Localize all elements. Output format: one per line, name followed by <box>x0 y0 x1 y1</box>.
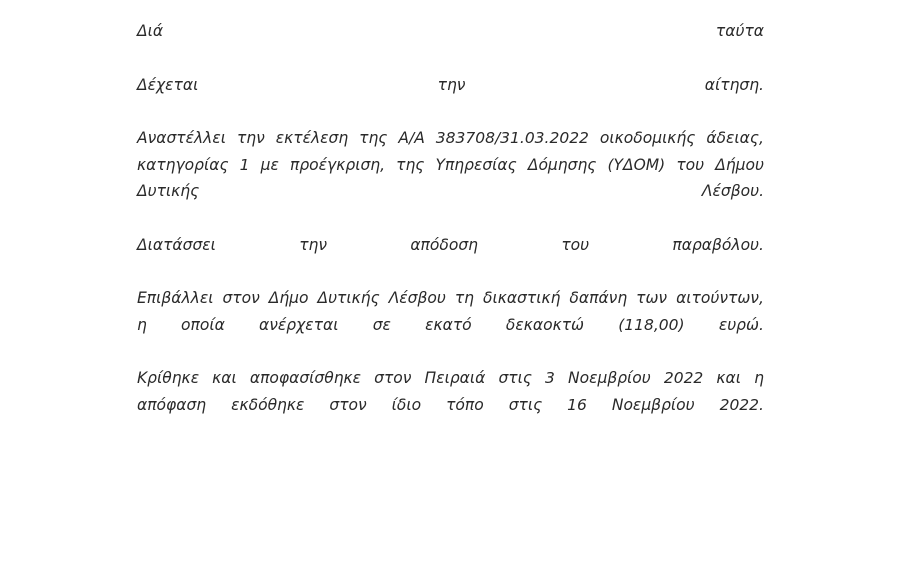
word: τόπο <box>446 395 484 414</box>
word: με <box>260 155 279 174</box>
word: ευρώ. <box>718 315 764 334</box>
word: κατηγορίας <box>137 155 229 174</box>
text-line <box>137 178 764 205</box>
word: Νοεμβρίου <box>611 395 695 414</box>
word: Λέσβου. <box>701 182 764 200</box>
word: του <box>676 155 705 174</box>
word: Αναστέλλει <box>137 129 226 147</box>
word: Διά <box>137 22 164 40</box>
word: δεκαοκτώ <box>505 315 585 334</box>
word: απόδοση <box>410 235 478 254</box>
word: ίδιο <box>391 395 422 414</box>
word: 2022. <box>719 395 764 414</box>
text-line <box>137 72 764 99</box>
word: εκατό <box>425 315 472 334</box>
word: την <box>437 75 466 94</box>
text-line <box>137 285 764 312</box>
word: Δέχεται <box>137 75 199 94</box>
word: της <box>396 155 425 174</box>
word: Α/Α <box>398 129 425 147</box>
paragraph-suspension <box>137 125 764 205</box>
word: δαπάνη <box>569 289 628 307</box>
text-line <box>137 18 764 45</box>
text-line <box>137 232 764 259</box>
word: στον <box>374 369 412 387</box>
paragraph-decision-date <box>137 365 764 418</box>
word: 1 <box>239 155 250 174</box>
word: στις <box>498 369 532 387</box>
word: Δόμησης <box>527 155 597 174</box>
text-line <box>137 365 764 392</box>
word: οικοδομικής <box>599 129 696 147</box>
word: στον <box>329 395 367 414</box>
word: και <box>212 369 237 387</box>
word: 383708/31.03.2022 <box>435 129 589 147</box>
word: Δήμου <box>715 155 764 174</box>
word: την <box>299 235 328 254</box>
word: αποφασίσθηκε <box>249 369 362 387</box>
document-body <box>137 18 764 445</box>
word: ανέρχεται <box>259 315 339 334</box>
word: Δήμο <box>268 289 309 307</box>
text-line <box>137 152 764 179</box>
word: οποία <box>181 315 225 334</box>
word: Λέσβου <box>388 289 446 307</box>
word: άδειας, <box>706 129 764 147</box>
word: δικαστική <box>482 289 561 307</box>
word: εκτέλεση <box>275 129 349 147</box>
word: Πειραιά <box>424 369 486 387</box>
word: Διατάσσει <box>137 235 216 254</box>
word: ταύτα <box>715 22 764 40</box>
word: αιτούντων, <box>676 289 764 307</box>
paragraph-court-costs <box>137 285 764 338</box>
word: (ΥΔΟΜ) <box>607 155 666 174</box>
word: τη <box>454 289 474 307</box>
word: στον <box>222 289 260 307</box>
word: Κρίθηκε <box>137 369 200 387</box>
word: 16 <box>567 395 587 414</box>
word: εκδόθηκε <box>231 395 305 414</box>
word: Δυτικής <box>137 182 200 200</box>
text-line <box>137 125 764 152</box>
word: απόφαση <box>137 395 207 414</box>
word: Υπηρεσίας <box>435 155 517 174</box>
word: 2022 <box>663 369 704 387</box>
text-line <box>137 392 764 419</box>
paragraph-accepts-application <box>137 72 764 99</box>
paragraph-dia-tayta <box>137 18 764 45</box>
word: Δυτικής <box>317 289 380 307</box>
word: (118,00) <box>618 315 685 334</box>
word: προέγκριση, <box>290 155 386 174</box>
word: Νοεμβρίου <box>568 369 651 387</box>
word: σε <box>372 315 391 334</box>
word: αίτηση. <box>704 75 764 94</box>
word: του <box>561 235 590 254</box>
word: 3 <box>545 369 555 387</box>
word: η <box>754 369 764 387</box>
word: και <box>716 369 741 387</box>
paragraph-fee-return <box>137 232 764 259</box>
word: η <box>137 315 147 334</box>
text-line <box>137 312 764 339</box>
word: των <box>636 289 668 307</box>
word: παραβόλου. <box>672 235 764 254</box>
word: στις <box>508 395 543 414</box>
word: την <box>236 129 265 147</box>
word: της <box>359 129 388 147</box>
word: Επιβάλλει <box>137 289 214 307</box>
